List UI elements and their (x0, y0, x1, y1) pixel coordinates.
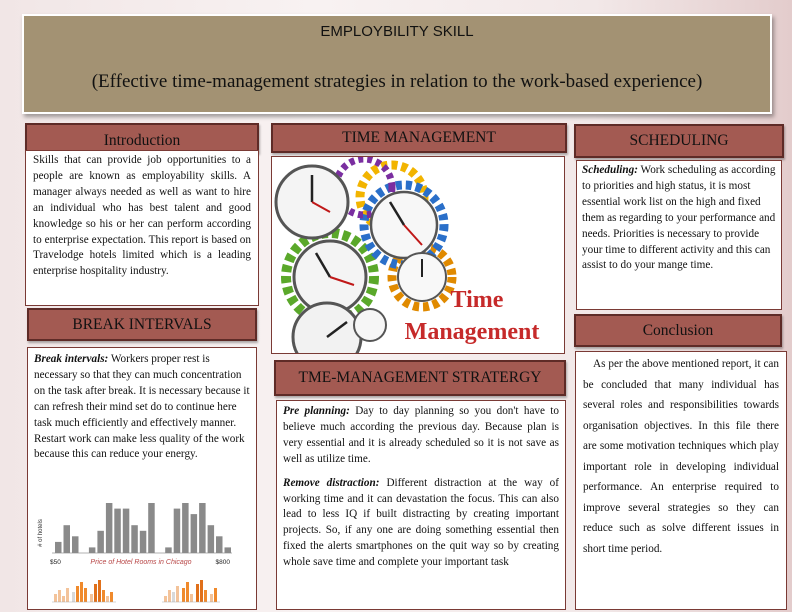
break-intervals-text (34, 352, 250, 463)
conclusion-text: As per the above mentioned report, it can be concluded that many individual has several roles and responsibilities towards organisation objectives. In this file there are some motivation techniques which play important role in developing individual performance. An enterprise required to improve several strategies so they can reduce such as solve different issues in short time period. (583, 358, 779, 555)
histogram-bar (216, 536, 223, 553)
histogram-bar (131, 525, 138, 553)
histogram-bar (208, 525, 215, 553)
histogram-bar (148, 503, 155, 553)
histogram-title: Price of Hotel Rooms in Chicago (90, 559, 192, 566)
strategy-pre-planning (283, 404, 559, 468)
histogram-xmax-label: $800 (215, 559, 230, 566)
conclusion-header (574, 314, 782, 347)
histogram-bar (64, 525, 71, 553)
strategy-p1-lead: Pre planning: (283, 405, 350, 417)
break-intervals-body: Workers proper rest is necessary so that they can much concentration on the task after break. It is necessary because it can refresh their mind set do to continue here task much efficiently and effectively manner. Restart work can make less quality of the work because this can reduce your energy. (34, 353, 250, 461)
break-intervals-lead: Break intervals: (34, 353, 109, 365)
page-subtitle: (Effective time-management strategies in relation to the work-based experience) (91, 71, 703, 92)
time-management-header-label: TIME MANAGEMENT (342, 129, 496, 146)
introduction-header-label: Introduction (103, 132, 181, 149)
clock-icon (371, 192, 437, 258)
strategy-p2-lead: Remove distraction: (283, 476, 380, 489)
histogram-bar (55, 542, 62, 553)
histogram-bar (106, 503, 113, 553)
histogram-bar (97, 531, 104, 553)
clock-icon (276, 166, 348, 238)
mini-chart-right (162, 580, 220, 602)
decorative-mini-charts (36, 578, 248, 608)
introduction-text: Skills that can provide job opportunities to a people are known as employability skills. A manager always needed as well as want to hire an individual who has best talent and good knowledge so his or her can perform according to enterprise expectation. This report is based on Travelodge hotels limited which is a leading enterprise hospitality industry. (33, 154, 251, 278)
conclusion-header-label: Conclusion (642, 321, 714, 339)
histogram-ylabel: # of hotels (38, 519, 44, 547)
histogram-bar (165, 547, 172, 553)
histogram-bar (140, 531, 147, 553)
histogram-xmin-label: $50 (50, 559, 61, 566)
break-intervals-header-label: BREAK INTERVALS (72, 315, 212, 333)
time-management-header (271, 123, 567, 153)
clock-icon (398, 253, 446, 301)
scheduling-box (576, 160, 782, 310)
histogram-bar (72, 536, 79, 553)
clock-icon (354, 309, 386, 341)
scheduling-header-label: SCHEDULING (629, 132, 729, 149)
histogram-bars (55, 503, 231, 553)
histogram-bar (89, 547, 96, 553)
histogram-bar (191, 514, 198, 553)
strategy-header (274, 360, 566, 396)
strategy-p1-body: Day to day planning so you don't have to believe much according the previous day. Because plan is very essential and it is already scheduled so it is not save as well as utilize time. (283, 405, 559, 465)
time-management-image (271, 156, 565, 354)
histogram-bar (225, 547, 232, 553)
conclusion-box (575, 351, 787, 610)
image-text-management: Management (404, 319, 540, 345)
mini-chart-left (52, 580, 116, 602)
histogram-bar (199, 503, 206, 553)
scheduling-text: Work scheduling as according to priorities and high status, it is most essential work list on the high and fixed them as regarding to your performance and needs. Priorities is necessary to provide your time to different activity and this can assist to do your mange time. (582, 164, 776, 272)
page-title: EMPLOYBILITY SKILL (320, 23, 474, 40)
break-intervals-header (27, 308, 257, 341)
histogram-bar (174, 509, 181, 553)
hotel-price-histogram (36, 493, 246, 573)
strategy-box (276, 400, 566, 610)
scheduling-lead: Scheduling: (582, 164, 638, 176)
histogram-bar (123, 509, 130, 553)
histogram-bar (114, 509, 121, 553)
histogram-bar (182, 503, 189, 553)
clocks-gears-illustration (272, 157, 565, 354)
strategy-remove-distraction (283, 476, 559, 571)
introduction-box (25, 150, 259, 306)
title-banner (22, 14, 772, 114)
introduction-header (25, 123, 259, 153)
break-intervals-box (27, 347, 257, 610)
strategy-p2-body: Different distraction at the way of working time and it can devastation the focus. This can also lead to less IQ if built distracting by creating important projects. So, if any one are doing something essential then fixed the alerts smartphones on the quit way so by creating whole save time and complete your important task (283, 476, 559, 569)
strategy-header-label: TME-MANAGEMENT STRATERGY (298, 369, 542, 386)
image-text-time: Time (450, 287, 504, 313)
scheduling-header (574, 124, 784, 158)
